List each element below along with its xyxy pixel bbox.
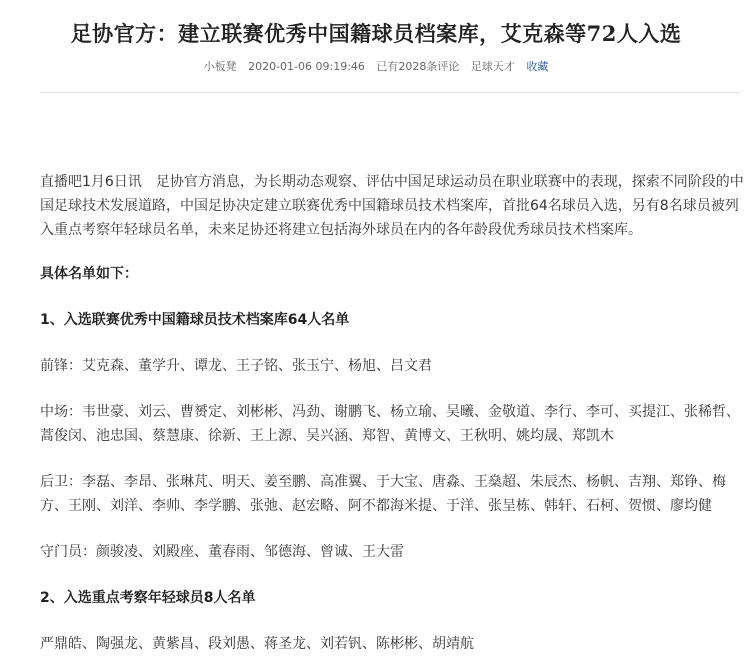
article-title: 足协官方：建立联赛优秀中国籍球员档案库，艾克森等72人入选 (70, 21, 682, 46)
list-intro-heading: 具体名单如下： (40, 266, 138, 282)
favorite-button[interactable]: 收藏 (526, 60, 549, 73)
article-meta (0, 58, 752, 74)
intro-paragraph: 直播吧1月6日讯 足协官方消息，为长期动态观察、评估中国足球运动员在职业联赛中的表现，探索不同阶段的中国足球技术发展道路，中国足协决定建立联赛优秀中国籍球员技术档案库，首批64名球员入选，另有8名球员被列入重点考察年轻球员名单，未来足协还将建立包括海外球员在内的各年龄段优秀球员技术档案库。 (40, 174, 744, 238)
midfielders-list: 中场：韦世豪、刘云、曹赟定、刘彬彬、冯劲、谢鹏飞、杨立瑜、吴曦、金敬道、李行、李可、买提江、张稀哲、蒿俊闵、池忠国、蔡慧康、徐新、王上源、吴兴涵、郑智、黄博文、王秋明、姚均晟、郑凯木 (40, 404, 740, 444)
author-link[interactable]: 小板凳 (203, 60, 237, 73)
source-link[interactable]: 足球天才 (470, 60, 515, 73)
article-body (40, 170, 744, 656)
forwards-list: 前锋：艾克森、董学升、谭龙、王子铭、张玉宁、杨旭、吕文君 (40, 358, 432, 374)
header-divider (40, 92, 740, 93)
publish-datetime: 2020-01-06 09:19:46 (248, 60, 365, 73)
defenders-list: 后卫：李磊、李昂、张琳芃、明天、姜至鹏、高准翼、于大宝、唐淼、王燊超、朱辰杰、杨帆、吉翔、郑铮、梅方、王刚、刘洋、李帅、李学鹏、张弛、赵宏略、阿不都海米提、于洋、张呈栋、韩轩、石柯、贺惯、廖均健 (40, 474, 726, 514)
comments-link[interactable]: 已有2028条评论 (376, 60, 460, 73)
goalkeepers-list: 守门员：颜骏凌、刘殿座、董春雨、邹德海、曾诚、王大雷 (40, 544, 404, 560)
young-players-list: 严鼎皓、陶强龙、黄紫昌、段刘愚、蒋圣龙、刘若钒、陈彬彬、胡靖航 (40, 636, 474, 652)
section-2-heading: 2、入选重点考察年轻球员8人名单 (40, 590, 256, 606)
section-1-heading: 1、入选联赛优秀中国籍球员技术档案库64人名单 (40, 312, 350, 328)
